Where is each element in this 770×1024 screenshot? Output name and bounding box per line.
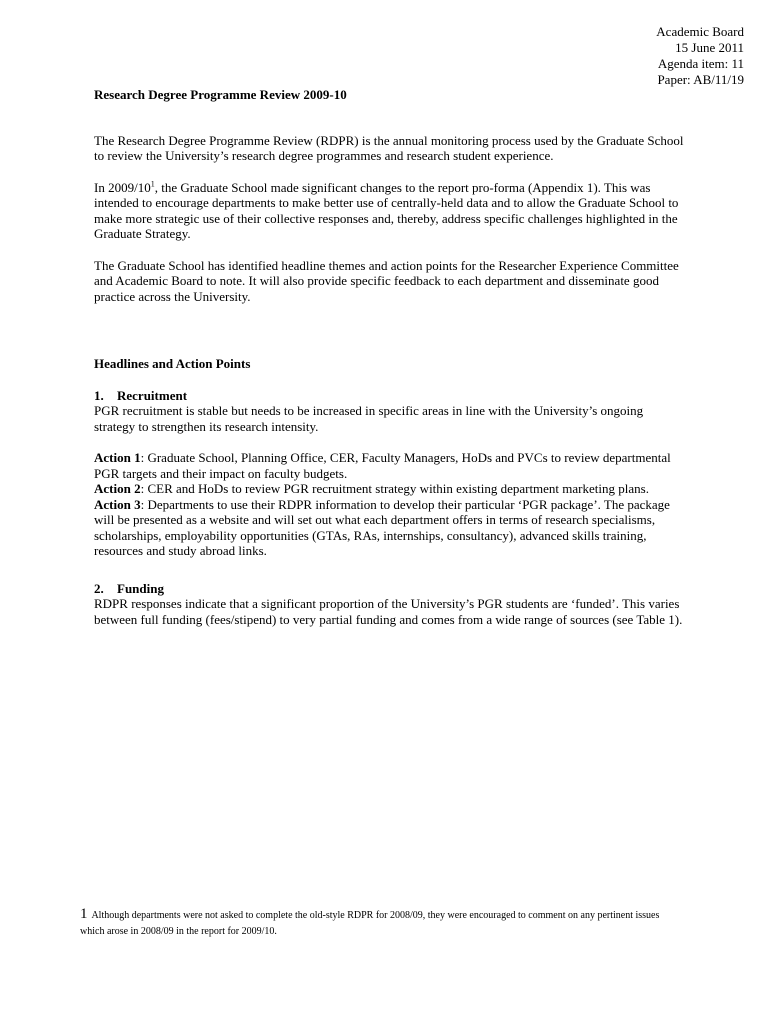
recruitment-heading [94,388,684,404]
document-header [656,24,744,88]
document-body [94,87,684,627]
funding-text: RDPR responses indicate that a significant proportion of the University’s PGR students are ‘funded’. This varies between full funding (fees/stipend) to very partial funding and comes from a wide range of sources (see Table 1). [94,596,683,627]
recruitment-section [94,388,684,559]
intro-paragraph-3: The Graduate School has identified headline themes and action points for the Researcher Experience Committee and Academic Board to note. It will also provide specific feedback to each department and disseminate good practice across the University. [94,257,679,304]
funding-section [94,581,684,628]
funding-heading [94,581,684,597]
action-1 [94,450,684,481]
footnote-text: Although departments were not asked to complete the old-style RDPR for 2008/09, they were encouraged to comment on any pertinent issues which arose in 2008/09 in the report for 2009/10. [80,910,660,937]
page-title: Research Degree Programme Review 2009-10 [94,87,347,102]
action-1-text: : Graduate School, Planning Office, CER, Faculty Managers, HoDs and PVCs to review departmental PGR targets and their impact on faculty budgets. [94,450,671,481]
funding-title: Funding [117,580,164,596]
intro-paragraph-2 [94,180,684,242]
footnote-number: 1 [80,906,88,922]
funding-number: 2. [94,580,104,596]
action-2-label: Action 2 [94,481,141,496]
board-name: Academic Board [656,24,744,39]
action-2-text: : CER and HoDs to review PGR recruitment strategy within existing department marketing plans. [140,481,649,496]
agenda-item: Agenda item: 11 [657,56,744,71]
section-heading-headlines: Headlines and Action Points [94,356,251,371]
action-3 [94,497,684,559]
recruitment-title: Recruitment [117,387,188,403]
recruitment-text: PGR recruitment is stable but needs to be increased in specific areas in line with the University’s ongoing strategy to strengthen its research intensity. [94,403,644,434]
intro-paragraph-2-rest: , the Graduate School made significant changes to the report pro-forma (Appendix 1). This was intended to encourage departments to make better use of centrally-held data and to allow the Graduate School to make more strategic use of their collective responses and, thereby, address specific challenges highlighted in the Graduate Strategy. [94,179,679,241]
intro-paragraph-2-start: In 2009/10 [94,179,151,195]
meeting-date: 15 June 2011 [675,40,744,55]
action-2 [94,481,684,497]
intro-paragraph-1: The Research Degree Programme Review (RDPR) is the annual monitoring process used by the Graduate School to review the University’s research degree programmes and research student experience. [94,132,684,163]
recruitment-number: 1. [94,387,104,403]
paper-reference: Paper: AB/11/19 [657,72,744,87]
action-3-text: : Departments to use their RDPR information to develop their particular ‘PGR package’. The package will be presented as a website and will set out what each department offers in terms of research specialisms, scholarships, employability opportunities (GTAs, RAs, internships, consultancy), advanced skills training, resources and study abroad links. [94,496,670,558]
action-1-label: Action 1 [94,450,141,465]
footnote [80,906,680,940]
action-3-label: Action 3 [94,496,141,512]
footnote-reference[interactable]: 1 [150,179,155,189]
